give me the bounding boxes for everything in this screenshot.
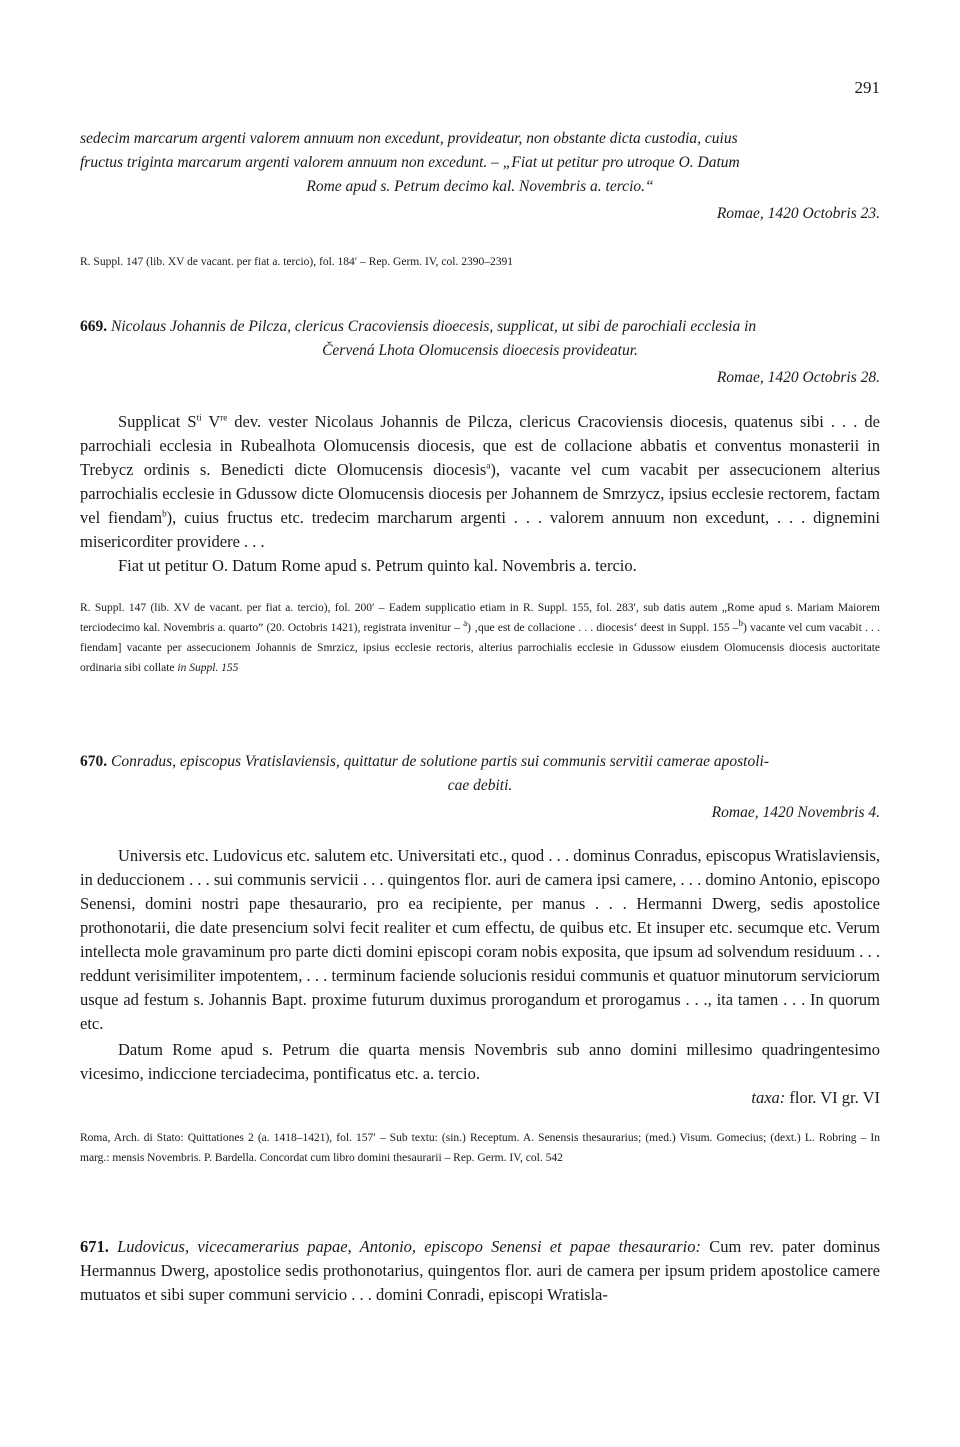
doc-669-text [80,410,880,578]
doc-670-paragraph-1: Universis etc. Ludovicus etc. salutem etc. Universitati etc., quod . . . dominus Conradus, episcopus Wratislaviensis, in deduccionem . . . sui communis servicii . . . quingentos flor. auri de camera ipsi camere, . . . domino Antonio, episcopo Senensi, domini nostri pape thesaurario, pro ea recipiente, per manus . . . Hermanni Dwerg, sedis apostolice prothonotarii, die date presencium solvi fecit realiter et cum effectu, de quibus etc. Et insuper etc. secumque etc. Verum intellecta mole gravaminum pro parte dicti domini episcopi coram nobis exposita, que ipsum ad solvendum residuum . . . reddunt verisimiliter impotentem, . . . terminum faciende solucionis residui communis et quatuor minutorum serviciorum usque ad festum s. Johannis Bapt. proxime futurum duximus prorogandum et prorogamus . . ., ita tamen . . . In quorum etc. [80,846,880,1033]
doc-669-note-a: R. Suppl. 147 (lib. XV de vacant. per fiat a. tercio), fol. 200′ – Eadem supplicatio etiam in R. Suppl. 155, fol. 283′, sub datis autem „Rome apud s. Mariam Maiorem terciodecimo kal. Novembris a. quarto” (20. Octobris 1421), registrata invenitur – [80,602,880,634]
doc-669-sup-re: re [220,412,228,423]
doc-670-summary-line-1: Conradus, episcopus Vratislaviensis, quittatur de solutione partis sui communis servitii camerae apostoli- [111,753,770,770]
doc-669-summary-line-1: Nicolaus Johannis de Pilcza, clericus Cracoviensis dioecesis, supplicat, ut sibi de parochiali ecclesia in [111,318,757,335]
doc-669-p1-c: dev. vester Nicolaus Johannis de Pilcza, clericus Cracoviensis diocesis, quatenus sibi . . . de parrochiali ecclesia in Rubealhota Olomucensis diocesis, que est de collacione abbatis et conventus monasterii in Trebycz ordinis s. Benedicti dicte Olomucensis diocesis [80,412,880,479]
doc-670-note: Roma, Arch. di Stato: Quittationes 2 (a. 1418–1421), fol. 157′ – Sub textu: (sin.) Receptum. A. Senensis thesaurarius; (med.) Visum. Gomecius; (dext.) L. Robring – In marg.: mensis Novembris. P. Bardella. Concordat cum libro domini thesaurarii – Rep. Germ. IV, col. 542 [80,1132,880,1164]
doc-670-text [80,844,880,1110]
doc-670-taxa-label: taxa: [751,1088,786,1107]
doc-670-taxa [80,1086,880,1110]
intro-line-1: sedecim marcarum argenti valorem annuum non excedunt, provideatur, non obstante dicta custodia, cuius [80,130,738,147]
doc-669-footnote-a-ref: a [486,460,491,471]
intro-line-3: Rome apud s. Petrum decimo kal. Novembris a. tercio.“ [306,178,654,195]
doc-669-note-d: in Suppl. 155 [177,662,239,674]
doc-669-number: 669. [80,318,108,335]
doc-669-dateline: Romae, 1420 Octobris 28. [716,369,880,386]
doc-670-heading [80,750,880,825]
doc-671-text: Cum rev. pater dominus Hermannus Dwerg, apostolice sedis prothonotarius, quingentos flor. auri de camera per ipsum pridem apostolice camere mutuatos et sibi super communi servicio . . . domini Conradi, episcopi Wratisla- [80,1237,881,1304]
doc-669-note-sup-a: a [463,618,468,629]
doc-671 [80,1235,880,1307]
doc-671-number: 671. [80,1237,109,1256]
doc-669-summary-line-2: Červená Lhota Olomucensis dioecesis provideatur. [322,342,638,359]
doc-669-p1-b: V [201,412,221,431]
intro-dateline: Romae, 1420 Octobris 23. [716,205,880,222]
doc-669-note-b: ) ‚que est de collacione . . . diocesis‘ deest in Suppl. 155 – [467,622,739,634]
doc-669-note-sup-b: b [738,618,744,629]
doc-669-footnote-b-ref: b [162,508,167,519]
intro-line-2: fructus triginta marcarum argenti valorem annuum non excedunt. – „Fiat ut petitur pro utroque O. Datum [80,154,740,171]
note-668: R. Suppl. 147 (lib. XV de vacant. per fiat a. tercio), fol. 184′ – Rep. Germ. IV, col. 2390–2391 [80,256,513,268]
doc-670-paragraph-2: Datum Rome apud s. Petrum die quarta mensis Novembris sub anno domini millesimo quadringentesimo vicesimo, indiccione terciadecima, pontificatus etc. a. tercio. [80,1040,880,1083]
doc-669-p1-a: Supplicat S [118,412,197,431]
doc-671-paragraph [80,1235,880,1307]
page-number: 291 [854,78,880,97]
doc-669-note-c: ) vacante vel cum vacabit . . . fiendam] vacante per assecucionem Johannis de Smrzicz, ipsius ecclesie rectoris, alterius parrochialis ecclesie in Gdussow eiusdem Olomucensis diocesis auctoritate ordinaria sibi collate [80,622,880,674]
intro-continuation [80,127,880,226]
doc-670-dateline: Romae, 1420 Novembris 4. [711,804,880,821]
doc-669-p1-e: ), cuius fructus etc. tredecim marcharum argenti . . . valorem annuum non excedunt, . . . dignemini misericorditer providere . . . [80,508,880,551]
doc-669-paragraph-2: Fiat ut petitur O. Datum Rome apud s. Petrum quinto kal. Novembris a. tercio. [118,556,637,575]
doc-669-heading [80,315,880,390]
doc-670-taxa-value: flor. VI gr. VI [785,1088,880,1107]
doc-669-sup-ti: ti [196,412,202,423]
doc-671-summary: Ludovicus, vicecamerarius papae, Antonio, episcopo Senensi et papae thesaurario: [117,1237,702,1256]
doc-670-number: 670. [80,753,108,770]
doc-670-summary-line-2: cae debiti. [447,777,513,794]
doc-669-note [80,598,880,678]
doc-669-p1-d: ), vacante vel cum vacabit per assecucionem alterius parrochialis ecclesie in Gdussow dicte Olomucensis diocesis per Johannem de Smrzycz, ipsius ecclesie rectorem, factam vel fiendam [80,460,880,527]
doc-669-paragraph-1 [80,410,880,554]
